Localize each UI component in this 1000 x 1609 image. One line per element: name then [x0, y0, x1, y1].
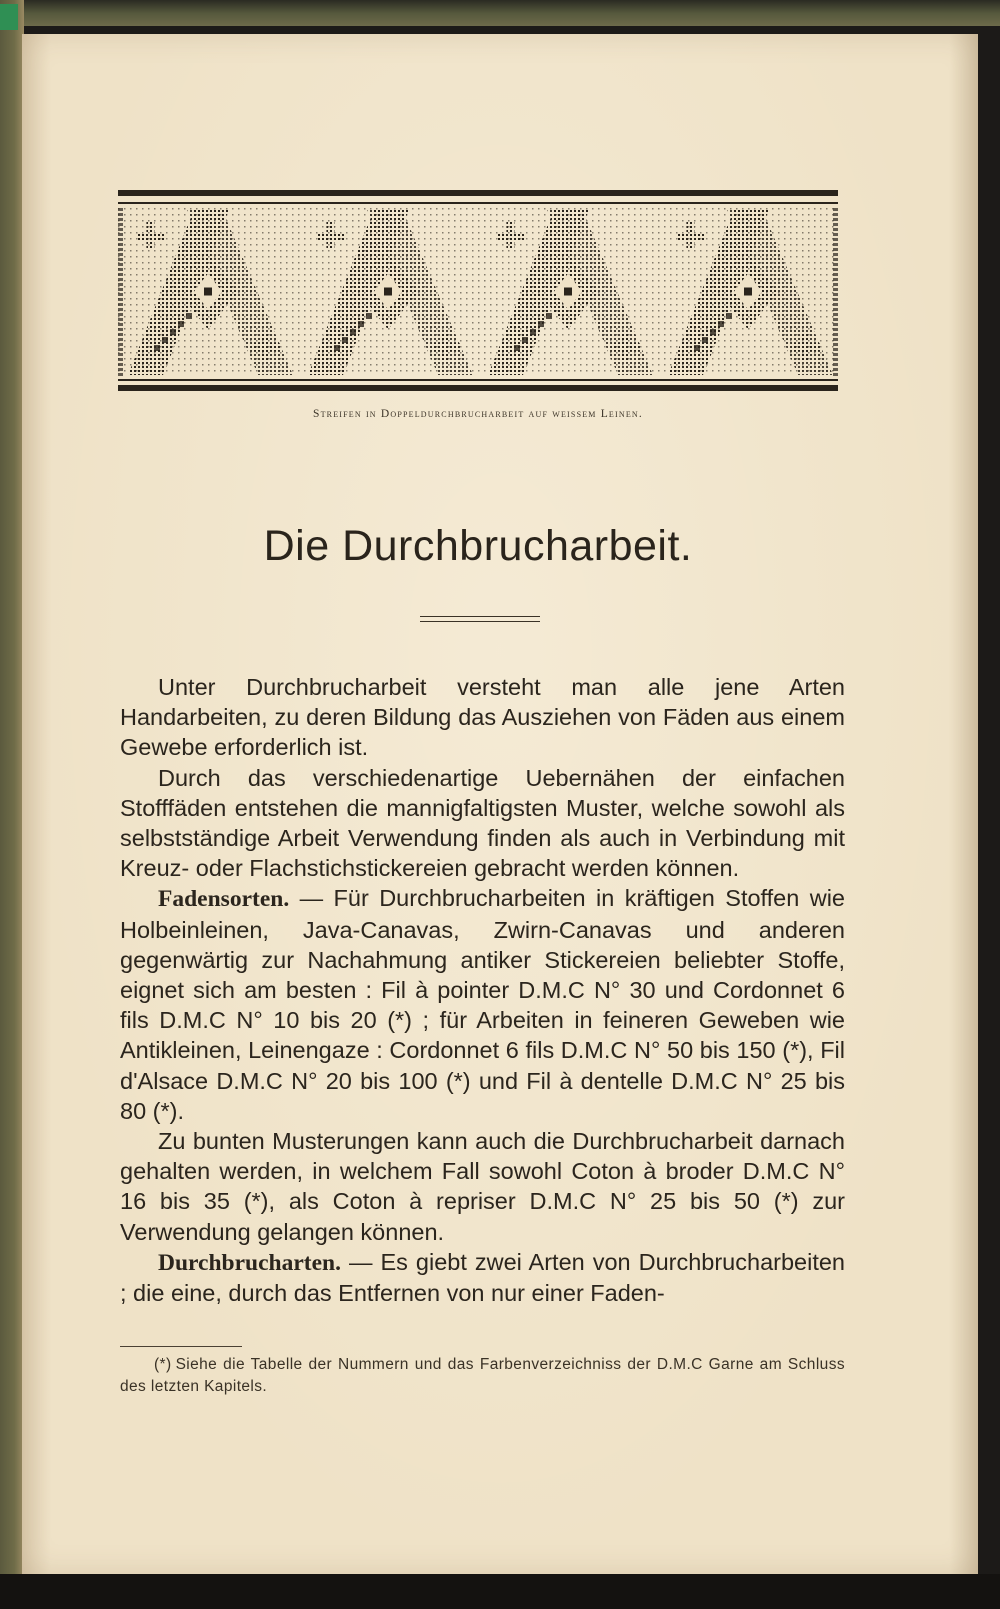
- pattern-svg: [118, 190, 838, 395]
- footnote-rule: [120, 1346, 242, 1347]
- paragraph: Unter Durchbrucharbeit versteht man alle jene Arten Handarbeiten, zu deren Bildung das Ausziehen von Fäden aus einem Gewebe erforderlich ist.: [120, 674, 845, 761]
- book-binding-top: [0, 0, 1000, 26]
- bottom-edge-shadow: [0, 1574, 1000, 1609]
- title-double-rule: [420, 616, 540, 622]
- run-in-heading: Fadensorten.: [158, 886, 290, 913]
- body-text: [120, 672, 845, 1308]
- paragraph: Zu bunten Musterungen kann auch die Durchbrucharbeit darnach gehalten werden, in welchem Fall sowohl Coton à broder D.M.C N° 16 bis 35 (*), als Coton à repriser D.M.C N° 25 bis 50 (*) zur Verwendung gelangen können.: [120, 1128, 845, 1245]
- paragraph: Durchbrucharten. — Es giebt zwei Arten von Durchbrucharbeiten ; die eine, durch das Entfernen von nur einer Faden-: [120, 1248, 845, 1307]
- run-in-heading: Durchbrucharten.: [158, 1249, 341, 1276]
- footnote-text: Siehe die Tabelle der Nummern und das Farbenverzeichniss der D.M.C Garne am Schluss des letzten Kapitels.: [120, 1356, 845, 1395]
- book-binding-spine: [0, 0, 24, 1609]
- embroidery-pattern-band: [118, 190, 838, 395]
- footnote: [120, 1354, 845, 1398]
- paragraph: Durch das verschiedenartige Uebernähen der einfachen Stofffäden entstehen die mannigfaltigsten Muster, welche sowohl als selbstständige Arbeit Verwendung finden als auch in Verbindung mit Kreuz- oder Flachstichstickereien gebracht werden können.: [120, 764, 845, 882]
- figure-caption: Streifen in Doppeldurchbrucharbeit auf weissem Leinen.: [312, 408, 643, 420]
- bookmark-tab: [0, 4, 18, 30]
- chapter-title: Die Durchbrucharbeit.: [263, 522, 693, 570]
- footnote-mark: (*): [154, 1356, 172, 1373]
- paragraph: Fadensorten. — Für Durchbrucharbeiten in kräftigen Stoffen wie Holbeinleinen, Java-Canavas, Zwirn-Canavas und anderen gegenwärtig zur Nachahmung antiker Stickereien beliebter Stoffe, eignet sich am besten : Fil à pointer D.M.C N° 30 und Cordonnet 6 fils D.M.C N° 10 bis 20 (*) ; für Arbeiten in feineren Geweben wie Antikleinen, Leinengaze : Cordonnet 6 fils D.M.C N° 50 bis 150 (*), Fil d'Alsace D.M.C N° 20 bis 100 (*) und Fil à dentelle D.M.C N° 25 bis 80 (*).: [120, 885, 845, 1124]
